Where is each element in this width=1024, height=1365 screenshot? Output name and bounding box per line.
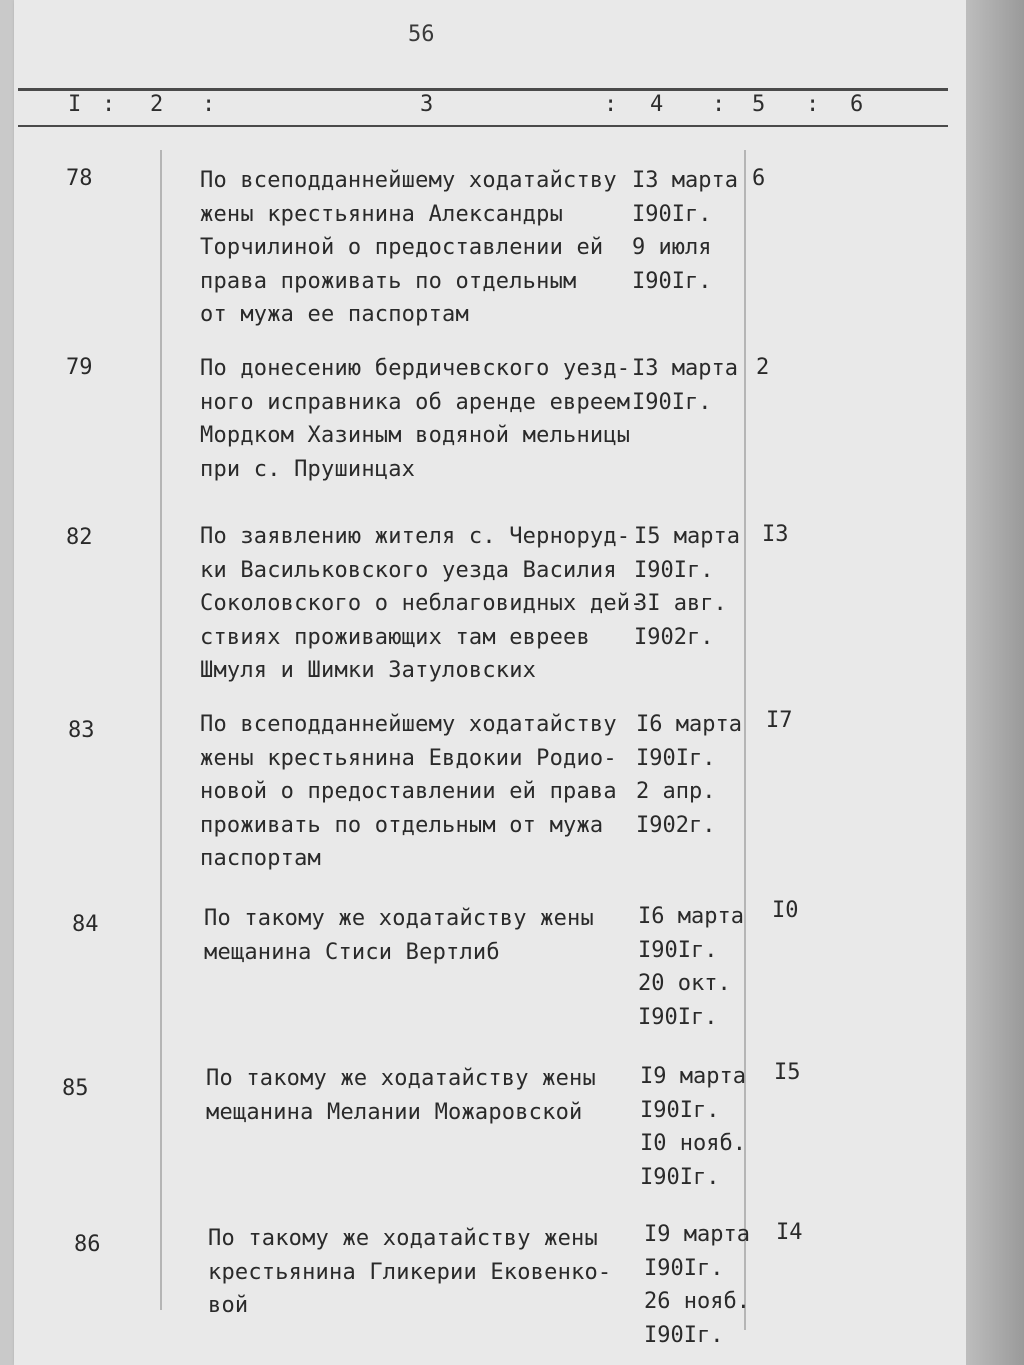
entry-dates [636, 708, 742, 842]
entry-title [200, 520, 644, 688]
entry-dates [634, 520, 740, 654]
entry-title [206, 1062, 596, 1129]
entry-line: По такому же ходатайству жены [206, 1066, 596, 1091]
entry-title [200, 352, 630, 486]
entry-line: права проживать по отдельным [200, 268, 577, 294]
entry-line: ствиях проживающих там евреев [200, 624, 590, 650]
entry-number: 83 [68, 718, 95, 743]
date-line: I5 марта [634, 524, 740, 549]
column-header-3: 3 [420, 92, 434, 117]
entry-line: ки Васильковского уезда Василия [200, 557, 617, 583]
entry-number: 78 [66, 166, 93, 191]
entry-number: 86 [74, 1232, 101, 1257]
date-line: I6 марта [636, 712, 742, 737]
column-separator: : [102, 92, 116, 117]
entry-line: Торчилиной о предоставлении ей [200, 235, 604, 260]
date-line: I90Iг. [638, 1004, 718, 1030]
date-line: I90Iг. [644, 1255, 724, 1281]
entry-title [200, 164, 617, 332]
sheet-count: I0 [772, 898, 799, 923]
entry-line: мещанина Мелании Можаровской [206, 1099, 583, 1125]
entry-line: жены крестьянина Александры [200, 201, 564, 227]
entry-line: По донесению бердичевского уезд- [200, 356, 631, 381]
entry-line: Соколовского о неблаговидных дей- [200, 591, 644, 616]
entry-line: новой о предоставлении ей права [200, 779, 617, 804]
date-line: I902г. [636, 812, 716, 838]
sheet-count: I4 [776, 1220, 803, 1245]
entry-line: паспортам [200, 846, 322, 871]
entry-dates [644, 1218, 750, 1352]
sheet-count: I7 [766, 708, 793, 733]
date-line: I902г. [634, 624, 714, 650]
column-header-2: 2 [150, 92, 164, 117]
entry-line: По заявлению жителя с. Черноруд- [200, 524, 631, 549]
sheet-count: 6 [752, 166, 766, 191]
entry-title [208, 1222, 611, 1323]
entry-line: По такому же ходатайству жены [204, 906, 594, 931]
date-line: I90Iг. [632, 201, 712, 227]
entry-title [200, 708, 617, 876]
entry-line: По такому же ходатайству жены [208, 1226, 598, 1251]
date-line: I90Iг. [640, 1097, 720, 1123]
date-line: I3 марта [632, 168, 738, 193]
date-line: I9 марта [640, 1064, 746, 1089]
header-rule-top [18, 88, 948, 91]
date-line: I90Iг. [632, 389, 712, 415]
date-line: I0 нояб. [640, 1131, 746, 1156]
date-line: 20 окт. [638, 971, 731, 996]
sheet-count: 2 [756, 355, 770, 380]
next-page-strip [966, 0, 1024, 1365]
date-line: I90Iг. [634, 557, 714, 583]
date-line: I90Iг. [644, 1322, 724, 1348]
entry-number: 85 [62, 1076, 89, 1101]
entry-number: 79 [66, 355, 93, 380]
entry-line: крестьянина Гликерии Ековенко- [208, 1259, 612, 1285]
entry-line: жены крестьянина Евдокии Родио- [200, 745, 617, 771]
entry-line: Мордком Хазиным водяной мельницы [200, 423, 631, 448]
entry-line: ного исправника об аренде евреем [200, 389, 631, 415]
date-line: I6 марта [638, 904, 744, 929]
date-line: I3 марта [632, 356, 738, 381]
sheet-count: I5 [774, 1060, 801, 1085]
entry-line: мещанина Стиси Вертлиб [204, 939, 500, 965]
sheet-count: I3 [762, 522, 789, 547]
entry-dates [632, 164, 738, 298]
date-line: 2 апр. [636, 779, 716, 804]
column-separator: : [806, 92, 820, 117]
entry-line: вой [208, 1293, 249, 1318]
entry-number: 82 [66, 525, 93, 550]
page-edge [0, 0, 14, 1365]
entry-number: 84 [72, 912, 99, 937]
entry-line: от мужа ее паспортам [200, 302, 469, 327]
date-line: I90Iг. [632, 268, 712, 294]
column-header-5: 5 [752, 92, 766, 117]
entry-line: при с. Прушинцах [200, 456, 416, 482]
header-rule-bottom [18, 125, 948, 127]
date-line: 26 нояб. [644, 1289, 750, 1314]
entry-dates [632, 352, 738, 419]
column-header-6: 6 [850, 92, 864, 117]
date-line: I90Iг. [640, 1164, 720, 1190]
entry-dates [640, 1060, 746, 1194]
date-line: I90Iг. [636, 745, 716, 771]
date-line: I90Iг. [638, 937, 718, 963]
entry-dates [638, 900, 744, 1034]
entry-line: проживать по отдельным от мужа [200, 812, 604, 838]
entry-line: По всеподданнейшему ходатайству [200, 168, 617, 193]
date-line: I9 марта [644, 1222, 750, 1247]
column-guide [160, 150, 162, 1310]
date-line: 9 июля [632, 235, 712, 260]
entry-line: По всеподданнейшему ходатайству [200, 712, 617, 737]
column-separator: : [202, 92, 216, 117]
entry-line: Шмуля и Шимки Затуловских [200, 658, 537, 683]
column-header-4: 4 [650, 92, 664, 117]
entry-title [204, 902, 594, 969]
column-header-1: I [68, 92, 82, 117]
date-line: 3I авг. [634, 591, 727, 616]
page-number: 56 [408, 22, 435, 47]
column-separator: : [604, 92, 618, 117]
column-separator: : [712, 92, 726, 117]
